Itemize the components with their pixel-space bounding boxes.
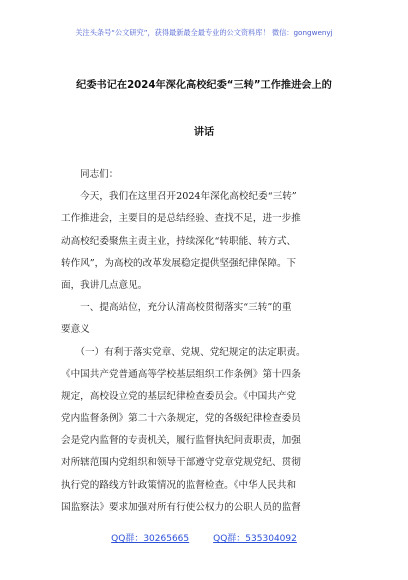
section-heading-line: 要意义 [61,324,90,336]
paragraph-line: 规定，高校设立党的基层纪律检查委员会。《中国共产党 [61,390,297,402]
salutation: 同志们： [80,169,119,180]
paragraph-line: 党内监督条例》第二十六条规定，党的各级纪律检查委员 [61,413,301,425]
paragraph-line: 面，我讲几点意见。 [61,279,148,291]
paragraph-line: 执行党的路线方针政策情况的监督检查。《中华人民共和 [61,479,297,491]
paragraph-line: 工作推进会，主要目的是总结经验、查找不足，进一步推 [61,213,301,225]
paragraph-line: 对所辖范围内党组织和领导干部遵守党章党规党纪、贯彻 [61,457,301,469]
paragraph-line: 转作风”，为高校的改革发展稳定提供坚强纪律保障。下 [61,257,297,269]
subsection-heading-line: （一）有利于落实党章、党规、党纪规定的法定职责。 [61,346,306,358]
paragraph-line: 《中国共产党普通高等学校基层组织工作条例》第十四条 [61,368,301,380]
paragraph-line: 动高校纪委聚焦主责主业，持续深化“转职能、转方式、 [61,235,297,247]
document-title: 纪委书记在2024年深化高校纪委“三转”工作推进会上的 [76,80,332,91]
footer [0,531,408,544]
body-text [61,164,361,519]
section-heading-line: 一、提高站位，充分认清高校贯彻落实“三转”的重 [61,302,292,314]
paragraph-line: 会是党内监督的专责机关，履行监督执纪问责职责，加强 [61,435,301,447]
qq-group-link-1[interactable]: QQ群：30265665 [111,534,190,544]
paragraph-line: 国监察法》要求加强对所有行使公权力的公职人员的监督 [61,501,301,513]
header-note: 关注头条号“公文研究”，获得最新最全最专业的公文资料库！ 微信：gongwenyj [75,28,333,37]
document-subtitle: 讲话 [193,127,215,138]
qq-group-link-2[interactable]: QQ群：535304092 [213,534,297,544]
paragraph-line: 今天，我们在这里召开2024年深化高校纪委“三转” [61,191,297,203]
